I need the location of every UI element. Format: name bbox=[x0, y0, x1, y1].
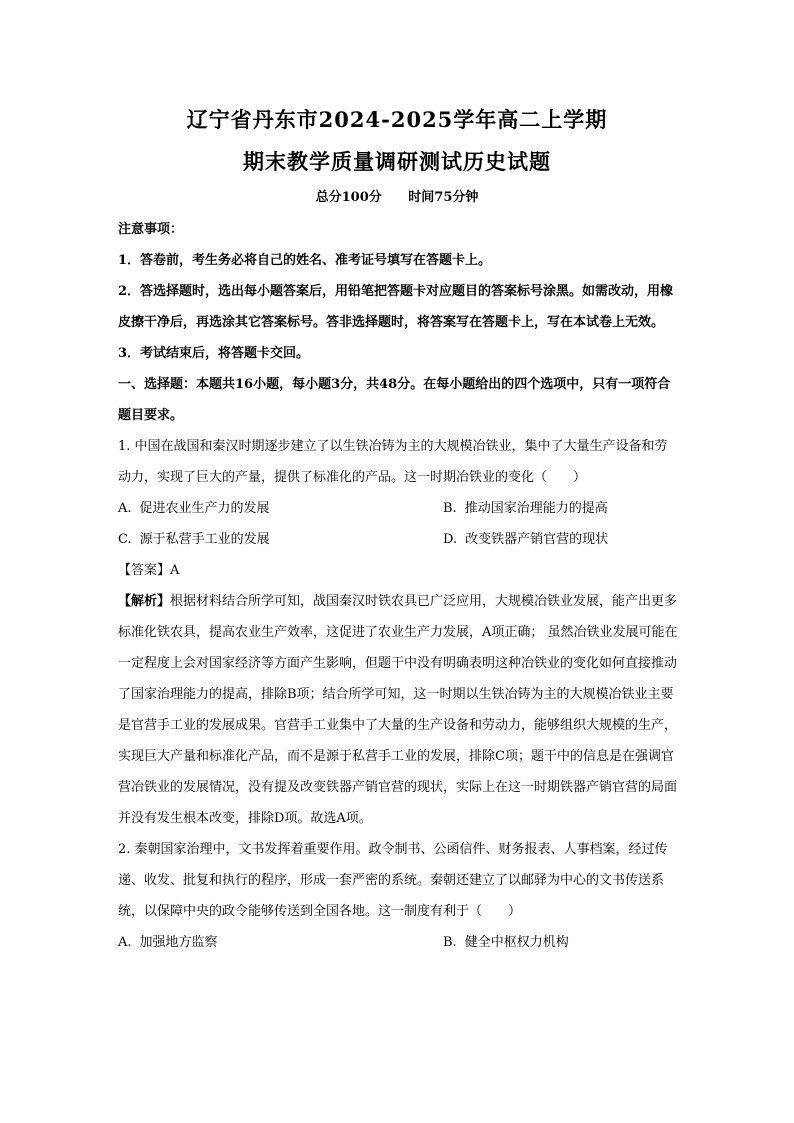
question-1-options-row-2 bbox=[118, 524, 678, 555]
question-2-stem: 2. 秦朝国家治理中，文书发挥着重要作用。政令制书、公函信件、财务报表、人事档案，经过传递、收发、批复和执行的程序，形成一套严密的系统。秦朝还建立了以邮驿为中心的文书传送系统，以保障中央的政令能够传送到全国各地。这一制度有利于（ ） bbox=[118, 842, 668, 919]
q1-option-d: D. 改变铁器产销官营的现状 bbox=[443, 532, 609, 547]
question-1-stem: 1. 中国在战国和秦汉时期逐步建立了以生铁冶铸为主的大规模冶铁业，集中了大量生产设备和劳动力，实现了巨大的产量，提供了标准化的产品。这一时期冶铁业的变化（ ） bbox=[118, 439, 668, 485]
q1-option-b: B. 推动国家治理能力的提高 bbox=[443, 501, 608, 516]
analysis-label: 【解析】 bbox=[118, 594, 171, 609]
q2-option-a: A. 加强地方监察 bbox=[118, 935, 218, 950]
question-1-answer: 【答案】A bbox=[118, 563, 180, 578]
note-item-2: 2．答选择题时，选出每小题答案后，用铅笔把答题卡对应题目的答案标号涂黑。如需改动，用橡皮擦干净后，再选涂其它答案标号。答非选择题时，将答案写在答题卡上，写在本试卷上无效。 bbox=[118, 284, 674, 330]
section-heading: 一、选择题：本题共16小题，每小题3分，共48分。在每小题给出的四个选项中，只有一项符合题目要求。 bbox=[118, 377, 671, 423]
q2-option-b: B. 健全中枢权力机构 bbox=[443, 935, 569, 950]
analysis-text: 根据材料结合所学可知，战国秦汉时铁农具已广泛应用，大规模冶铁业发展，能产出更多标准化铁农具，提高农业生产效率，这促进了农业生产力发展，A项正确； 虽然冶铁业发展可能在一定程度上会对国家经济等方面产生影响，但题干中没有明确表明这种冶铁业的变化如何直接推动了国家治理能力的提高，排除B项；结合所学可知，这一时期以生铁冶铸为主的大规模冶铁业主要是官营手工业的发展成果。官营手工业集中了大量的生产设备和劳动力，能够组织大规模的生产，实现巨大产量和标准化产品，而不是源于私营手工业的发展，排除C项；题干中的信息是在强调官营冶铁业的发展情况，没有提及改变铁器产销官营的现状，实际上在这一时期铁器产销官营的局面并没有发生根本改变，排除D项。故选A项。 bbox=[118, 594, 678, 826]
notes-heading: 注意事项： bbox=[118, 222, 184, 237]
exam-meta bbox=[0, 186, 794, 205]
exam-title-line1: 辽宁省丹东市2024-2025学年高二上学期 bbox=[186, 107, 608, 132]
note-item-1: 1．答卷前，考生务必将自己的姓名、准考证号填写在答题卡上。 bbox=[118, 253, 492, 268]
question-1-options-row-1 bbox=[118, 493, 678, 524]
q1-option-c: C. 源于私营手工业的发展 bbox=[118, 532, 270, 547]
q1-option-a: A. 促进农业生产力的发展 bbox=[118, 501, 270, 516]
question-2-options-row-1 bbox=[118, 927, 678, 958]
exam-title-line2: 期末教学质量调研测试历史试题 bbox=[243, 149, 551, 174]
exam-body bbox=[118, 214, 678, 958]
note-item-3: 3．考试结束后，将答题卡交回。 bbox=[118, 346, 310, 361]
exam-time: 时间75分钟 bbox=[408, 190, 479, 205]
question-1-analysis bbox=[118, 586, 678, 834]
total-score: 总分100分 bbox=[315, 190, 382, 205]
